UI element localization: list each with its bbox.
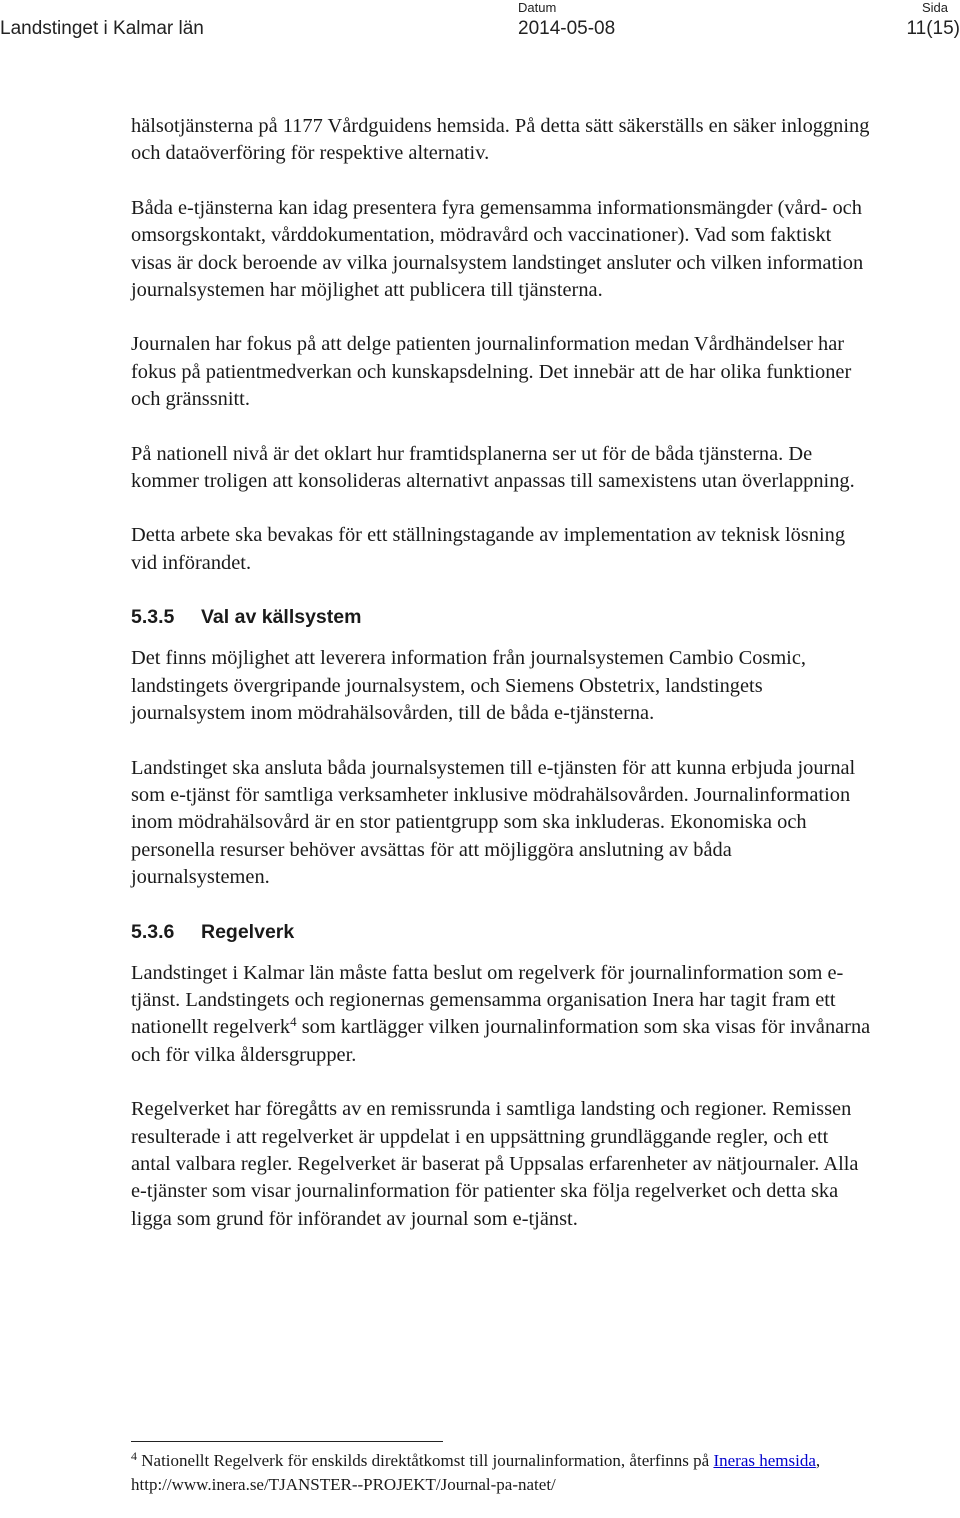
paragraph: hälsotjänsterna på 1177 Vårdguidens hemsida. På detta sätt säkerställs en säker inloggning och dataöverföring för respektive alternativ. (131, 115, 870, 165)
paragraph: Regelverket har föregåtts av en remissrunda i samtliga landsting och regioner. Remissen resulterade i att regelverket är uppdelat i en uppsättning grundläggande regler, och ett antal valbara regler. Regelverket är baserat på Uppsalas erfarenheter av nätjournaler. Alla e-tjänster som visar journalinformation för patienter ska följa regelverket och detta ska ligga som grund för införandet av journal som e-tjänst. (131, 1098, 859, 1230)
paragraph-text: som kartlägger vilken journalinformation som ska visas för invånarna och för vilka åldersgrupper. (131, 1016, 871, 1066)
paragraph-text: Landstinget i Kalmar län måste fatta beslut om regelverk för journalinformation som e-tjänst. Landstingets och regionernas gemensamma organisation Inera har tagit fram ett nationellt regelverk (131, 961, 844, 1039)
footnote (131, 1449, 831, 1496)
footnote-text: Nationellt Regelverk för enskilds direktåtkomst till journalinformation, återfinns på (137, 1451, 714, 1470)
date-label: Datum (518, 0, 557, 15)
section-title: Regelverk (201, 920, 295, 943)
footnote-divider (131, 1441, 443, 1442)
paragraph: Detta arbete ska bevakas för ett ställningstagande av implementation av teknisk lösning vid införandet. (131, 524, 846, 574)
organization-name: Landstinget i Kalmar län (0, 18, 204, 39)
paragraph: Landstinget ska ansluta båda journalsystemen till e-tjänsten för att kunna erbjuda journal som e-tjänst för samtliga verksamheter inklusive mödrahälsovården. Journalinformation inom mödrahälsovård är en stor patientgrupp som ska inkluderas. Ekonomiska och personella resurser behöver avsättas för att möjliggöra anslutning av båda journalsystemen. (131, 756, 856, 889)
section-title: Val av källsystem (201, 606, 362, 629)
section-heading-536 (131, 919, 871, 946)
document-date: 2014-05-08 (518, 18, 616, 39)
paragraph: På nationell nivå är det oklart hur framtidsplanerna ser ut för de båda tjänsterna. De kommer troligen att konsolideras alternativt anpassas till samexistens utan överlappning. (131, 442, 855, 493)
footnote-reference[interactable]: 4 (290, 1014, 297, 1030)
footnote-number: 4 (131, 1449, 137, 1463)
paragraph-with-footnote (131, 960, 871, 1070)
page-header (0, 0, 960, 50)
section-number: 5.3.6 (131, 920, 175, 943)
section-heading-535 (131, 604, 871, 631)
inera-website-link[interactable]: Ineras hemsida (713, 1451, 816, 1470)
footnote-text: , http://www.inera.se/TJANSTER--PROJEKT/Journal-pa-natet/ (131, 1451, 821, 1494)
page-number: 11(15) (906, 18, 960, 39)
paragraph: Båda e-tjänsterna kan idag presentera fyra gemensamma informationsmängder (vård- och omsorgskontakt, vårddokumentation, mödravård och vaccinationer). Vad som faktiskt visas är dock beroende av vilka journalsystem landstinget ansluter och vilken information journalsystemen har möjlighet att publicera till tjänsterna. (131, 196, 864, 302)
paragraph: Journalen har fokus på att delge patienten journalinformation medan Vårdhändelser har fokus på patientmedverkan och kunskapsdelning. Det innebär att de har olika funktioner och gränssnitt. (131, 333, 852, 411)
section-number: 5.3.5 (131, 606, 175, 629)
document-body (131, 113, 871, 1260)
page-label: Sida (921, 0, 948, 15)
paragraph: Det finns möjlighet att leverera information från journalsystemen Cambio Cosmic, landstingets övergripande journalsystem, och Siemens Obstetrix, landstingets journalsystem inom mödrahälsovården, till de båda e-tjänsterna. (131, 647, 806, 725)
